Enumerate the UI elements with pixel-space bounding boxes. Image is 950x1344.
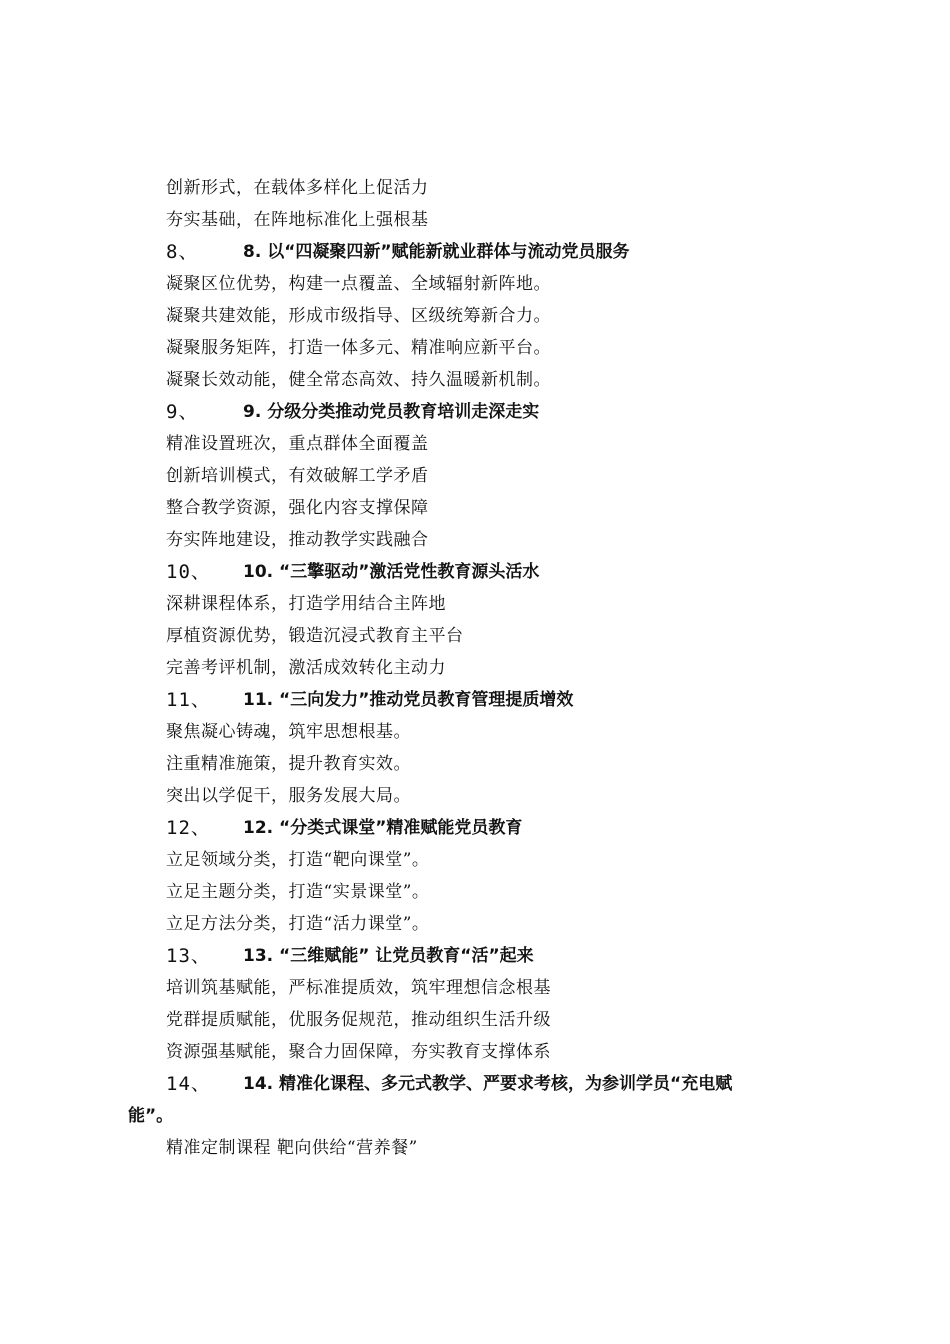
section-line: 立足领域分类，打造“靶向课堂”。: [166, 850, 430, 870]
section-line: 完善考评机制，激活成效转化主动力: [166, 658, 446, 678]
section-number: 12、: [166, 817, 211, 839]
section-line: 凝聚区位优势，构建一点覆盖、全域辐射新阵地。: [166, 274, 551, 294]
section-line: 夯实阵地建设，推动教学实践融合: [166, 530, 429, 550]
section-line: 深耕课程体系，打造学用结合主阵地: [166, 594, 446, 614]
section-heading: [128, 396, 833, 428]
section-heading: [128, 684, 833, 716]
document-body: [128, 172, 833, 1164]
section-line: 培训筑基赋能，严标准提质效，筑牢理想信念根基: [166, 978, 551, 998]
section-line: 资源强基赋能，聚合力固保障，夯实教育支撑体系: [166, 1042, 551, 1062]
section-number: 14、: [166, 1073, 211, 1095]
section-line: 创新培训模式，有效破解工学矛盾: [166, 466, 429, 486]
section-number: 9、: [166, 401, 199, 423]
section-line: 突出以学促干，服务发展大局。: [166, 786, 411, 806]
section-line: 凝聚长效动能，健全常态高效、持久温暖新机制。: [166, 370, 551, 390]
section-title: 9. 分级分类推动党员教育培训走深走实: [243, 402, 540, 422]
section-heading: [128, 556, 833, 588]
section-line: 立足方法分类，打造“活力课堂”。: [166, 914, 430, 934]
section-line: 党群提质赋能，优服务促规范，推动组织生活升级: [166, 1010, 551, 1030]
intro-line: 夯实基础，在阵地标准化上强根基: [166, 210, 429, 230]
section-line: 厚植资源优势，锻造沉浸式教育主平台: [166, 626, 464, 646]
section-line: 凝聚服务矩阵，打造一体多元、精准响应新平台。: [166, 338, 551, 358]
section-heading: [128, 812, 833, 844]
section-line: 聚焦凝心铸魂，筑牢思想根基。: [166, 722, 411, 742]
section-title: 8. 以“四凝聚四新”赋能新就业群体与流动党员服务: [243, 242, 630, 262]
section-number: 10、: [166, 561, 211, 583]
section-heading: [128, 236, 833, 268]
section-number: 11、: [166, 689, 211, 711]
section-title: 14. 精准化课程、多元式教学、严要求考核，为参训学员“充电赋: [243, 1074, 733, 1094]
section-heading: [128, 940, 833, 972]
section-title: 10. “三擎驱动”激活党性教育源头活水: [243, 562, 540, 582]
section-line: 精准定制课程 靶向供给“营养餐”: [166, 1138, 418, 1158]
section-title: 11. “三向发力”推动党员教育管理提质增效: [243, 690, 574, 710]
section-number: 8、: [166, 241, 199, 263]
section-number: 13、: [166, 945, 211, 967]
section-line: 精准设置班次，重点群体全面覆盖: [166, 434, 429, 454]
section-title: 13. “三维赋能” 让党员教育“活”起来: [243, 946, 534, 966]
section-line: 立足主题分类，打造“实景课堂”。: [166, 882, 430, 902]
section-line: 整合教学资源，强化内容支撑保障: [166, 498, 429, 518]
section-title: 12. “分类式课堂”精准赋能党员教育: [243, 818, 523, 838]
section-line: 凝聚共建效能，形成市级指导、区级统筹新合力。: [166, 306, 551, 326]
section-title-continuation: 能”。: [128, 1106, 174, 1126]
section-heading: [128, 1068, 833, 1100]
intro-line: 创新形式，在载体多样化上促活力: [166, 178, 429, 198]
section-line: 注重精准施策，提升教育实效。: [166, 754, 411, 774]
